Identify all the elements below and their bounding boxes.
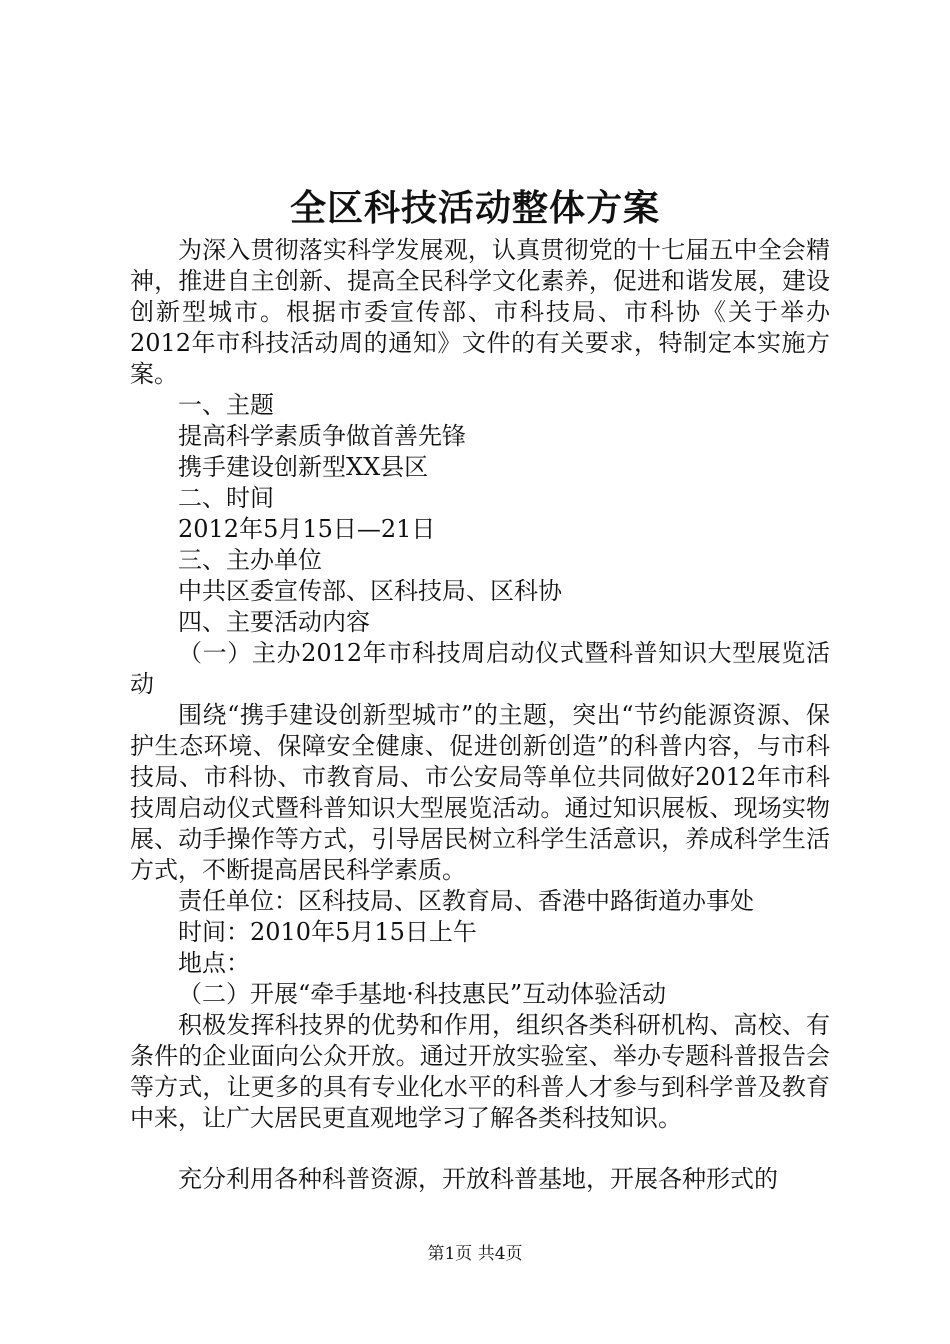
- document-title: 全区科技活动整体方案: [289, 187, 660, 229]
- intro-paragraph: 为深入贯彻落实科学发展观，认真贯彻党的十七届五中全会精神，推进自主创新、提高全民科学文化素养，促进和谐发展，建设创新型城市。根据市委宣传部、市科技局、市科协《关于举办2012年市科技活动周的通知》文件的有关要求，特制定本实施方案。: [130, 236, 830, 388]
- theme-line: 携手建设创新型XX县区: [178, 453, 429, 481]
- activity-heading-2: （二）开展“牵手基地·科技惠民”互动体验活动: [178, 980, 667, 1008]
- activity-paragraph: 积极发挥科技界的优势和作用，组织各类科研机构、高校、有条件的企业面向公众开放。通过开放实验室、举办专题科普报告会等方式，让更多的具有专业化水平的科普人才参与到科学普及教育中来，让广大居民更直观地学习了解各类科技知识。: [130, 1011, 830, 1132]
- section-heading-organizer: 三、主办单位: [178, 546, 322, 574]
- organizer-line: 中共区委宣传部、区科技局、区科协: [178, 577, 562, 605]
- responsible-units: 责任单位：区科技局、区教育局、香港中路街道办事处: [178, 887, 754, 915]
- activity-paragraph: 围绕“携手建设创新型城市”的主题，突出“节约能源资源、保护生态环境、保障安全健康、促进创新创造”的科普内容，与市科技局、市科协、市教育局、市公安局等单位共同做好2012年市科技周启动仪式暨科普知识大型展览活动。通过知识展板、现场实物展、动手操作等方式，引导居民树立科学生活意识，养成科学生活方式，不断提高居民科学素质。: [130, 701, 830, 884]
- activity-paragraph: 充分利用各种科普资源，开放科普基地，开展各种形式的: [178, 1165, 778, 1193]
- activity-time: 时间：2010年5月15日上午: [178, 918, 477, 946]
- section-heading-theme: 一、主题: [178, 391, 274, 419]
- section-heading-time: 二、时间: [178, 484, 274, 512]
- time-line: 2012年5月15日—21日: [178, 515, 436, 543]
- theme-line: 提高科学素质争做首善先锋: [178, 422, 466, 450]
- activity-heading-1: （一）主办2012年市科技周启动仪式暨科普知识大型展览活动: [130, 639, 830, 698]
- page-footer: 第1页 共4页: [427, 1244, 523, 1264]
- document-body: [130, 235, 830, 1195]
- activity-location: 地点：: [178, 949, 250, 977]
- section-heading-activities: 四、主要活动内容: [178, 608, 370, 636]
- paragraph-gap: [130, 1134, 830, 1164]
